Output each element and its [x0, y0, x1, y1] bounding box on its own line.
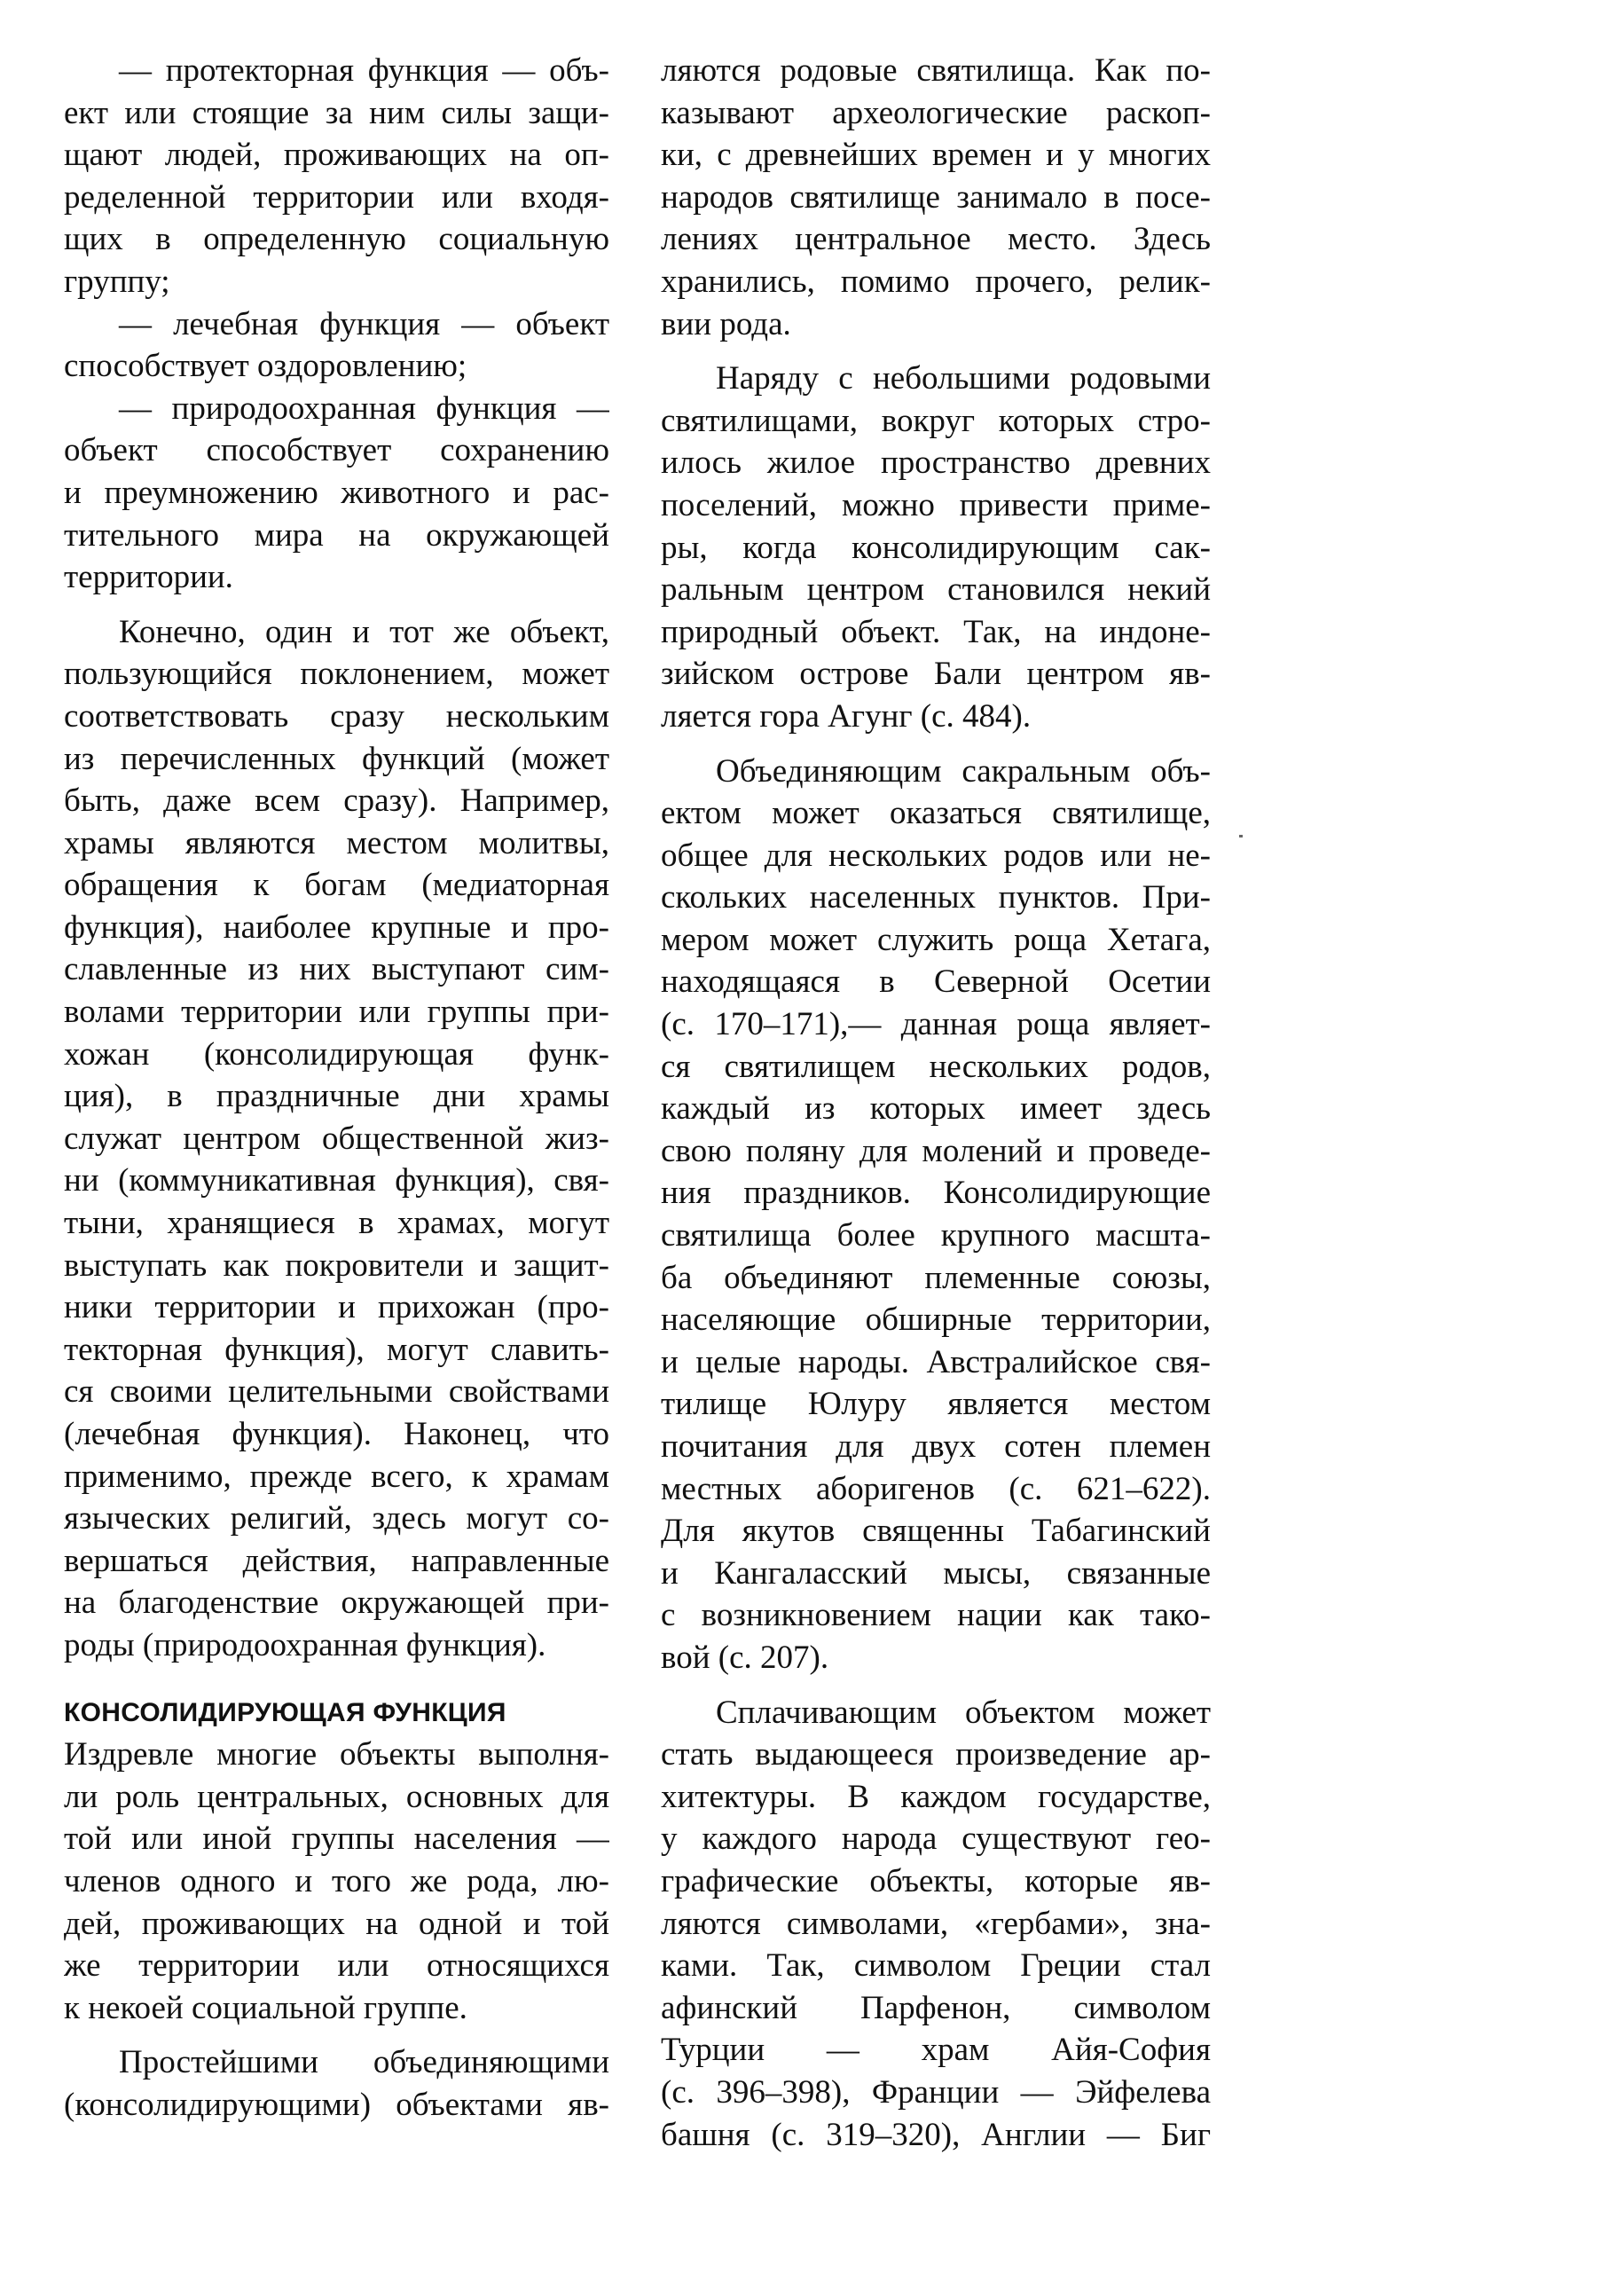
- paragraph: [661, 1692, 1211, 2157]
- text-line: с возникновением нации как тако-: [661, 1597, 1211, 1634]
- text-line: тилище Юлуру является местом: [661, 1386, 1211, 1423]
- text-line: славленные из них выступают сим-: [64, 951, 609, 988]
- paragraph: [64, 388, 609, 599]
- text-line: (с. 396–398), Франции — Эйфелева: [661, 2073, 1211, 2111]
- text-line: ектом может оказаться святилище,: [661, 795, 1211, 832]
- text-line: скольких населенных пунктов. При-: [661, 879, 1211, 916]
- section-heading: КОНСОЛИДИРУЮЩАЯ ФУНКЦИЯ: [64, 1697, 506, 1727]
- text-line: афинский Парфенон, символом: [661, 1989, 1211, 2026]
- text-line: мером может служить роща Хетага,: [661, 921, 1211, 958]
- text-line: ляются родовые святилища. Как по-: [661, 52, 1211, 89]
- text-line: (с. 170–171),— данная роща являет-: [661, 1006, 1211, 1043]
- text-line: — лечебная функция — объект: [119, 305, 609, 342]
- text-line: ределенной территории или входя-: [64, 178, 609, 216]
- text-line: Для якутов священны Табагинский: [661, 1513, 1211, 1550]
- text-line: зийском острове Бали центром яв-: [661, 656, 1211, 693]
- text-line: и целые народы. Австралийское свя-: [661, 1343, 1211, 1380]
- text-line: пользующийся поклонением, может: [64, 656, 609, 693]
- text-line: ся святилищем нескольких родов,: [661, 1048, 1211, 1085]
- text-line: Сплачивающим объектом может: [716, 1694, 1211, 1731]
- paragraph: [64, 1734, 609, 2029]
- text-line: щают людей, проживающих на оп-: [64, 137, 609, 174]
- text-line: находящаяся в Северной Осетии: [661, 963, 1211, 1001]
- text-line: группу;: [64, 263, 170, 300]
- text-line: ляется гора Агунг (с. 484).: [661, 697, 1032, 735]
- text-line: святилищами, вокруг которых стро-: [661, 402, 1211, 439]
- text-line: народов святилище занимало в посе-: [661, 178, 1211, 216]
- text-line: вии рода.: [661, 305, 791, 342]
- text-line: местных аборигенов (с. 621–622).: [661, 1470, 1211, 1507]
- text-line: у каждого народа существуют гео-: [661, 1820, 1211, 1858]
- text-line: тительного мира на окружающей: [64, 516, 609, 554]
- text-line: лениях центральное место. Здесь: [661, 221, 1211, 258]
- text-line: ры, когда консолидирующим сак-: [661, 529, 1211, 566]
- text-line: выступать как покровители и защит-: [64, 1246, 609, 1284]
- text-line: ект или стоящие за ним силы защи-: [64, 94, 609, 131]
- text-line: применимо, прежде всего, к храмам: [64, 1458, 609, 1495]
- text-line: роды (природоохранная функция).: [64, 1626, 546, 1663]
- paragraph: [64, 2041, 609, 2126]
- text-line: способствует оздоровлению;: [64, 348, 467, 385]
- text-line: объект способствует сохранению: [64, 432, 609, 469]
- paragraph: [661, 358, 1211, 737]
- text-line: ни (коммуникативная функция), свя-: [64, 1162, 609, 1199]
- text-line: (консолидирующими) объектами яв-: [64, 2086, 609, 2123]
- paragraph: [64, 50, 609, 303]
- text-line: дей, проживающих на одной и той: [64, 1905, 609, 1942]
- right-column: [661, 50, 1211, 2156]
- text-line: ки, с древнейших времен и у многих: [661, 137, 1211, 174]
- text-line: (лечебная функция). Наконец, что: [64, 1416, 609, 1452]
- text-line: текторная функция), могут славить-: [64, 1331, 609, 1368]
- text-line: хожан (консолидирующая функ-: [64, 1035, 609, 1073]
- text-line: почитания для двух сотен племен: [661, 1428, 1211, 1465]
- text-line: территории.: [64, 559, 233, 596]
- text-line: илось жилое пространство древних: [661, 444, 1211, 482]
- text-line: — протекторная функция — объ-: [119, 52, 609, 89]
- paragraph: [64, 303, 609, 388]
- text-line: ся своими целительными свойствами: [64, 1373, 609, 1411]
- text-line: поселений, можно привести приме-: [661, 486, 1211, 523]
- text-line: функция), наиболее крупные и про-: [64, 908, 609, 946]
- text-line: Объединяющим сакральным объ-: [716, 752, 1211, 790]
- paragraph: [661, 751, 1211, 1679]
- text-line: служат центром общественной жиз-: [64, 1120, 609, 1157]
- text-line: соответствовать сразу нескольким: [64, 697, 609, 735]
- text-line: вой (с. 207).: [661, 1639, 829, 1676]
- text-line: — природоохранная функция —: [119, 389, 609, 427]
- text-line: ляются символами, «гербами», зна-: [661, 1905, 1211, 1942]
- text-line: щих в определенную социальную: [64, 221, 609, 258]
- text-line: Турции — храм Айя-София: [661, 2032, 1211, 2069]
- text-line: на благоденствие окружающей при-: [64, 1584, 609, 1622]
- text-line: языческих религий, здесь могут со-: [64, 1500, 609, 1537]
- text-line: хранились, помимо прочего, релик-: [661, 263, 1211, 300]
- text-line: Наряду с небольшими родовыми: [716, 360, 1211, 397]
- text-line: обращения к богам (медиаторная: [64, 867, 609, 904]
- text-line: стать выдающееся произведение ар-: [661, 1736, 1211, 1773]
- text-line: храмы являются местом молитвы,: [64, 824, 609, 861]
- text-line: свою поляну для молений и проведе-: [661, 1132, 1211, 1169]
- text-line: членов одного и того же рода, лю-: [64, 1862, 609, 1899]
- text-line: казывают археологические раскоп-: [661, 94, 1211, 131]
- text-line: Конечно, один и тот же объект,: [119, 613, 609, 650]
- text-line: ники территории и прихожан (про-: [64, 1289, 609, 1326]
- text-line: из перечисленных функций (может: [64, 740, 609, 777]
- text-line: населяющие обширные территории,: [661, 1301, 1211, 1339]
- text-line: ками. Так, символом Греции стал: [661, 1947, 1211, 1985]
- text-line: Простейшими объединяющими: [119, 2044, 609, 2081]
- text-line: графические объекты, которые яв-: [661, 1862, 1211, 1899]
- text-line: и Кангаласский мысы, связанные: [661, 1554, 1211, 1592]
- paragraph: [64, 611, 609, 1667]
- text-line: хитектуры. В каждом государстве,: [661, 1778, 1211, 1815]
- text-line: ральным центром становился некий: [661, 571, 1211, 609]
- text-line: волами территории или группы при-: [64, 994, 609, 1031]
- text-line: быть, даже всем сразу). Например,: [64, 782, 609, 820]
- text-line: каждый из которых имеет здесь: [661, 1090, 1211, 1128]
- text-line: природный объект. Так, на индоне-: [661, 613, 1211, 650]
- paragraph: [661, 50, 1211, 345]
- text-line: ба объединяют племенные союзы,: [661, 1259, 1211, 1296]
- text-line: общее для нескольких родов или не-: [661, 837, 1211, 874]
- text-line: ния праздников. Консолидирующие: [661, 1175, 1211, 1212]
- text-line: башня (с. 319–320), Англии — Биг: [661, 2116, 1211, 2153]
- text-line: Издревле многие объекты выполня-: [64, 1736, 609, 1773]
- text-line: ли роль центральных, основных для: [64, 1778, 609, 1815]
- text-line: святилища более крупного масшта-: [661, 1217, 1211, 1254]
- text-line: той или иной группы населения —: [64, 1820, 609, 1858]
- text-line: и преумножению животного и рас-: [64, 474, 609, 511]
- text-line: к некоей социальной группе.: [64, 1989, 467, 2026]
- left-column: [64, 50, 609, 2127]
- text-line: же территории или относящихся: [64, 1947, 609, 1985]
- text-line: ция), в праздничные дни храмы: [64, 1078, 609, 1115]
- scan-speck: [1239, 835, 1243, 837]
- text-line: тыни, хранящиеся в храмах, могут: [64, 1205, 609, 1242]
- text-line: вершаться действия, направленные: [64, 1542, 609, 1579]
